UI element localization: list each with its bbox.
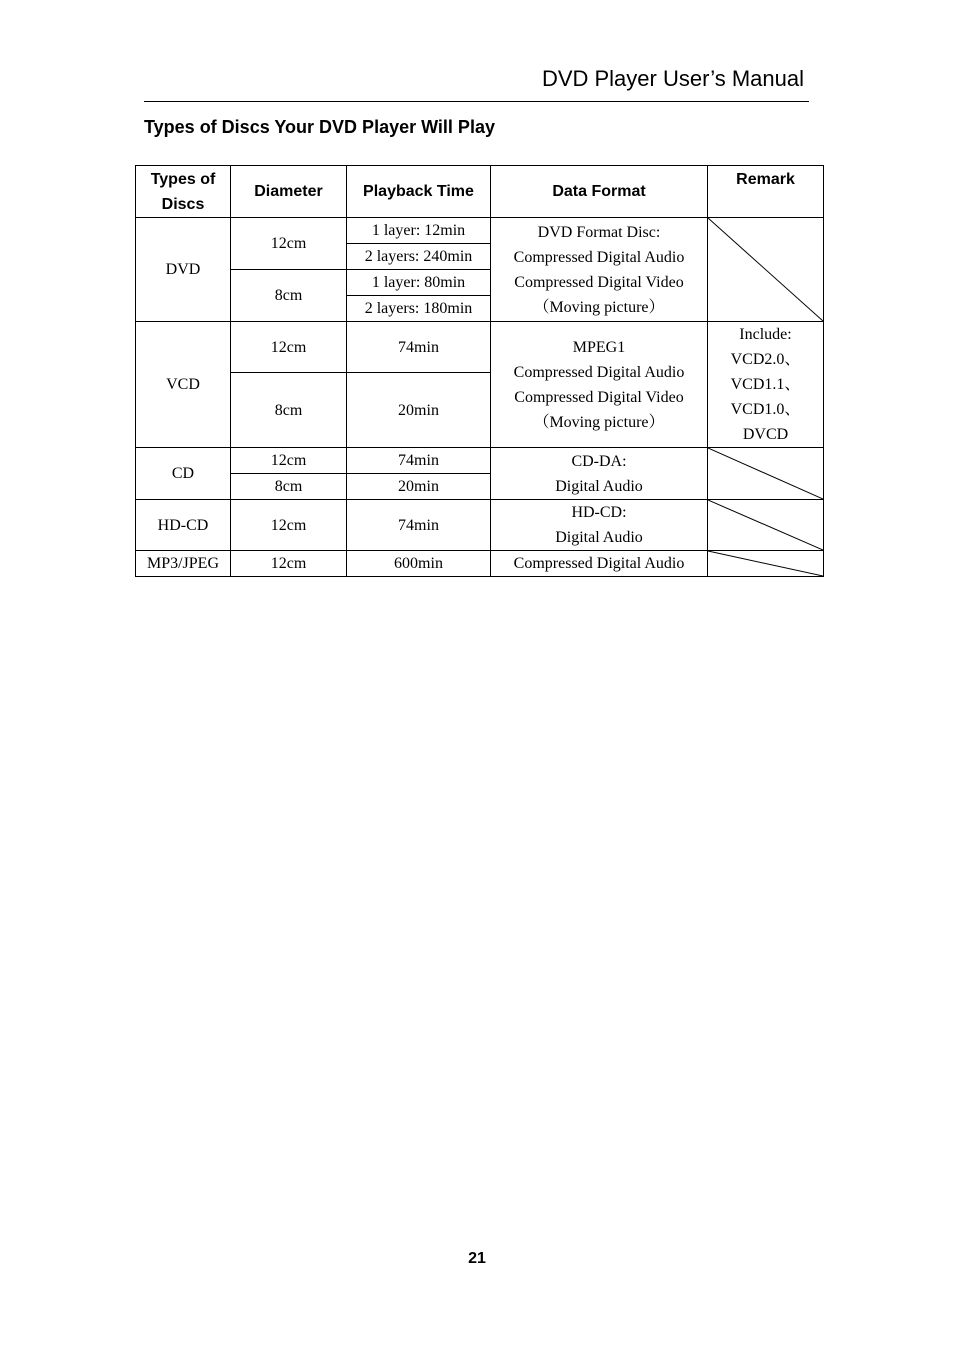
mp3-playback: 600min xyxy=(347,551,491,577)
running-header: DVD Player User’s Manual xyxy=(541,66,804,91)
disc-types-table xyxy=(135,165,824,577)
vcd-remark-cell: Include: VCD2.0、 VCD1.1、 VCD1.0、 DVCD xyxy=(708,322,824,448)
hdcd-diameter: 12cm xyxy=(231,500,347,551)
vcd-playback-8: 20min xyxy=(347,373,491,448)
dvd-playback-8-dual: 2 layers: 180min xyxy=(347,296,491,322)
header-types: Types of Discs xyxy=(136,166,231,218)
hdcd-format-cell: HD-CD: Digital Audio xyxy=(491,500,708,551)
dvd-playback-12-dual: 2 layers: 240min xyxy=(347,244,491,270)
dvd-diameter-8: 8cm xyxy=(231,270,347,322)
diagonal-slash xyxy=(708,551,823,576)
table-header-row xyxy=(136,166,824,218)
cd-diameter-8: 8cm xyxy=(231,474,347,500)
cd-remark-empty xyxy=(708,448,824,500)
cd-type-cell: CD xyxy=(136,448,231,500)
vcd-type-cell: VCD xyxy=(136,322,231,448)
cd-playback-12: 74min xyxy=(347,448,491,474)
mp3-type-cell: MP3/JPEG xyxy=(136,551,231,577)
mp3-diameter: 12cm xyxy=(231,551,347,577)
diagonal-slash xyxy=(708,218,823,321)
table-row xyxy=(136,500,824,551)
vcd-diameter-8: 8cm xyxy=(231,373,347,448)
dvd-format-cell: DVD Format Disc: Compressed Digital Audio Compressed Digital Video （Moving picture） xyxy=(491,218,708,322)
vcd-diameter-12: 12cm xyxy=(231,322,347,373)
table-row xyxy=(136,448,824,474)
dvd-playback-8-single: 1 layer: 80min xyxy=(347,270,491,296)
table-row xyxy=(136,322,824,373)
header-remark: Remark xyxy=(708,166,824,218)
hdcd-playback: 74min xyxy=(347,500,491,551)
header-rule xyxy=(144,101,809,102)
vcd-playback-12: 74min xyxy=(347,322,491,373)
vcd-format-cell: MPEG1 Compressed Digital Audio Compressed Digital Video （Moving picture） xyxy=(491,322,708,448)
cd-format-cell: CD-DA: Digital Audio xyxy=(491,448,708,500)
page-number: 21 xyxy=(468,1250,486,1267)
cd-playback-8: 20min xyxy=(347,474,491,500)
dvd-type-cell: DVD xyxy=(136,218,231,322)
hdcd-remark-empty xyxy=(708,500,824,551)
header-diameter: Diameter xyxy=(231,166,347,218)
table-row xyxy=(136,218,824,244)
table-row xyxy=(136,551,824,577)
cd-diameter-12: 12cm xyxy=(231,448,347,474)
diagonal-slash xyxy=(708,448,823,499)
dvd-diameter-12: 12cm xyxy=(231,218,347,270)
dvd-remark-empty xyxy=(708,218,824,322)
section-title: Types of Discs Your DVD Player Will Play xyxy=(144,117,495,137)
header-format: Data Format xyxy=(491,166,708,218)
hdcd-type-cell: HD-CD xyxy=(136,500,231,551)
mp3-format-cell: Compressed Digital Audio xyxy=(491,551,708,577)
diagonal-slash xyxy=(708,500,823,550)
header-playback: Playback Time xyxy=(347,166,491,218)
dvd-playback-12-single: 1 layer: 12min xyxy=(347,218,491,244)
mp3-remark-empty xyxy=(708,551,824,577)
